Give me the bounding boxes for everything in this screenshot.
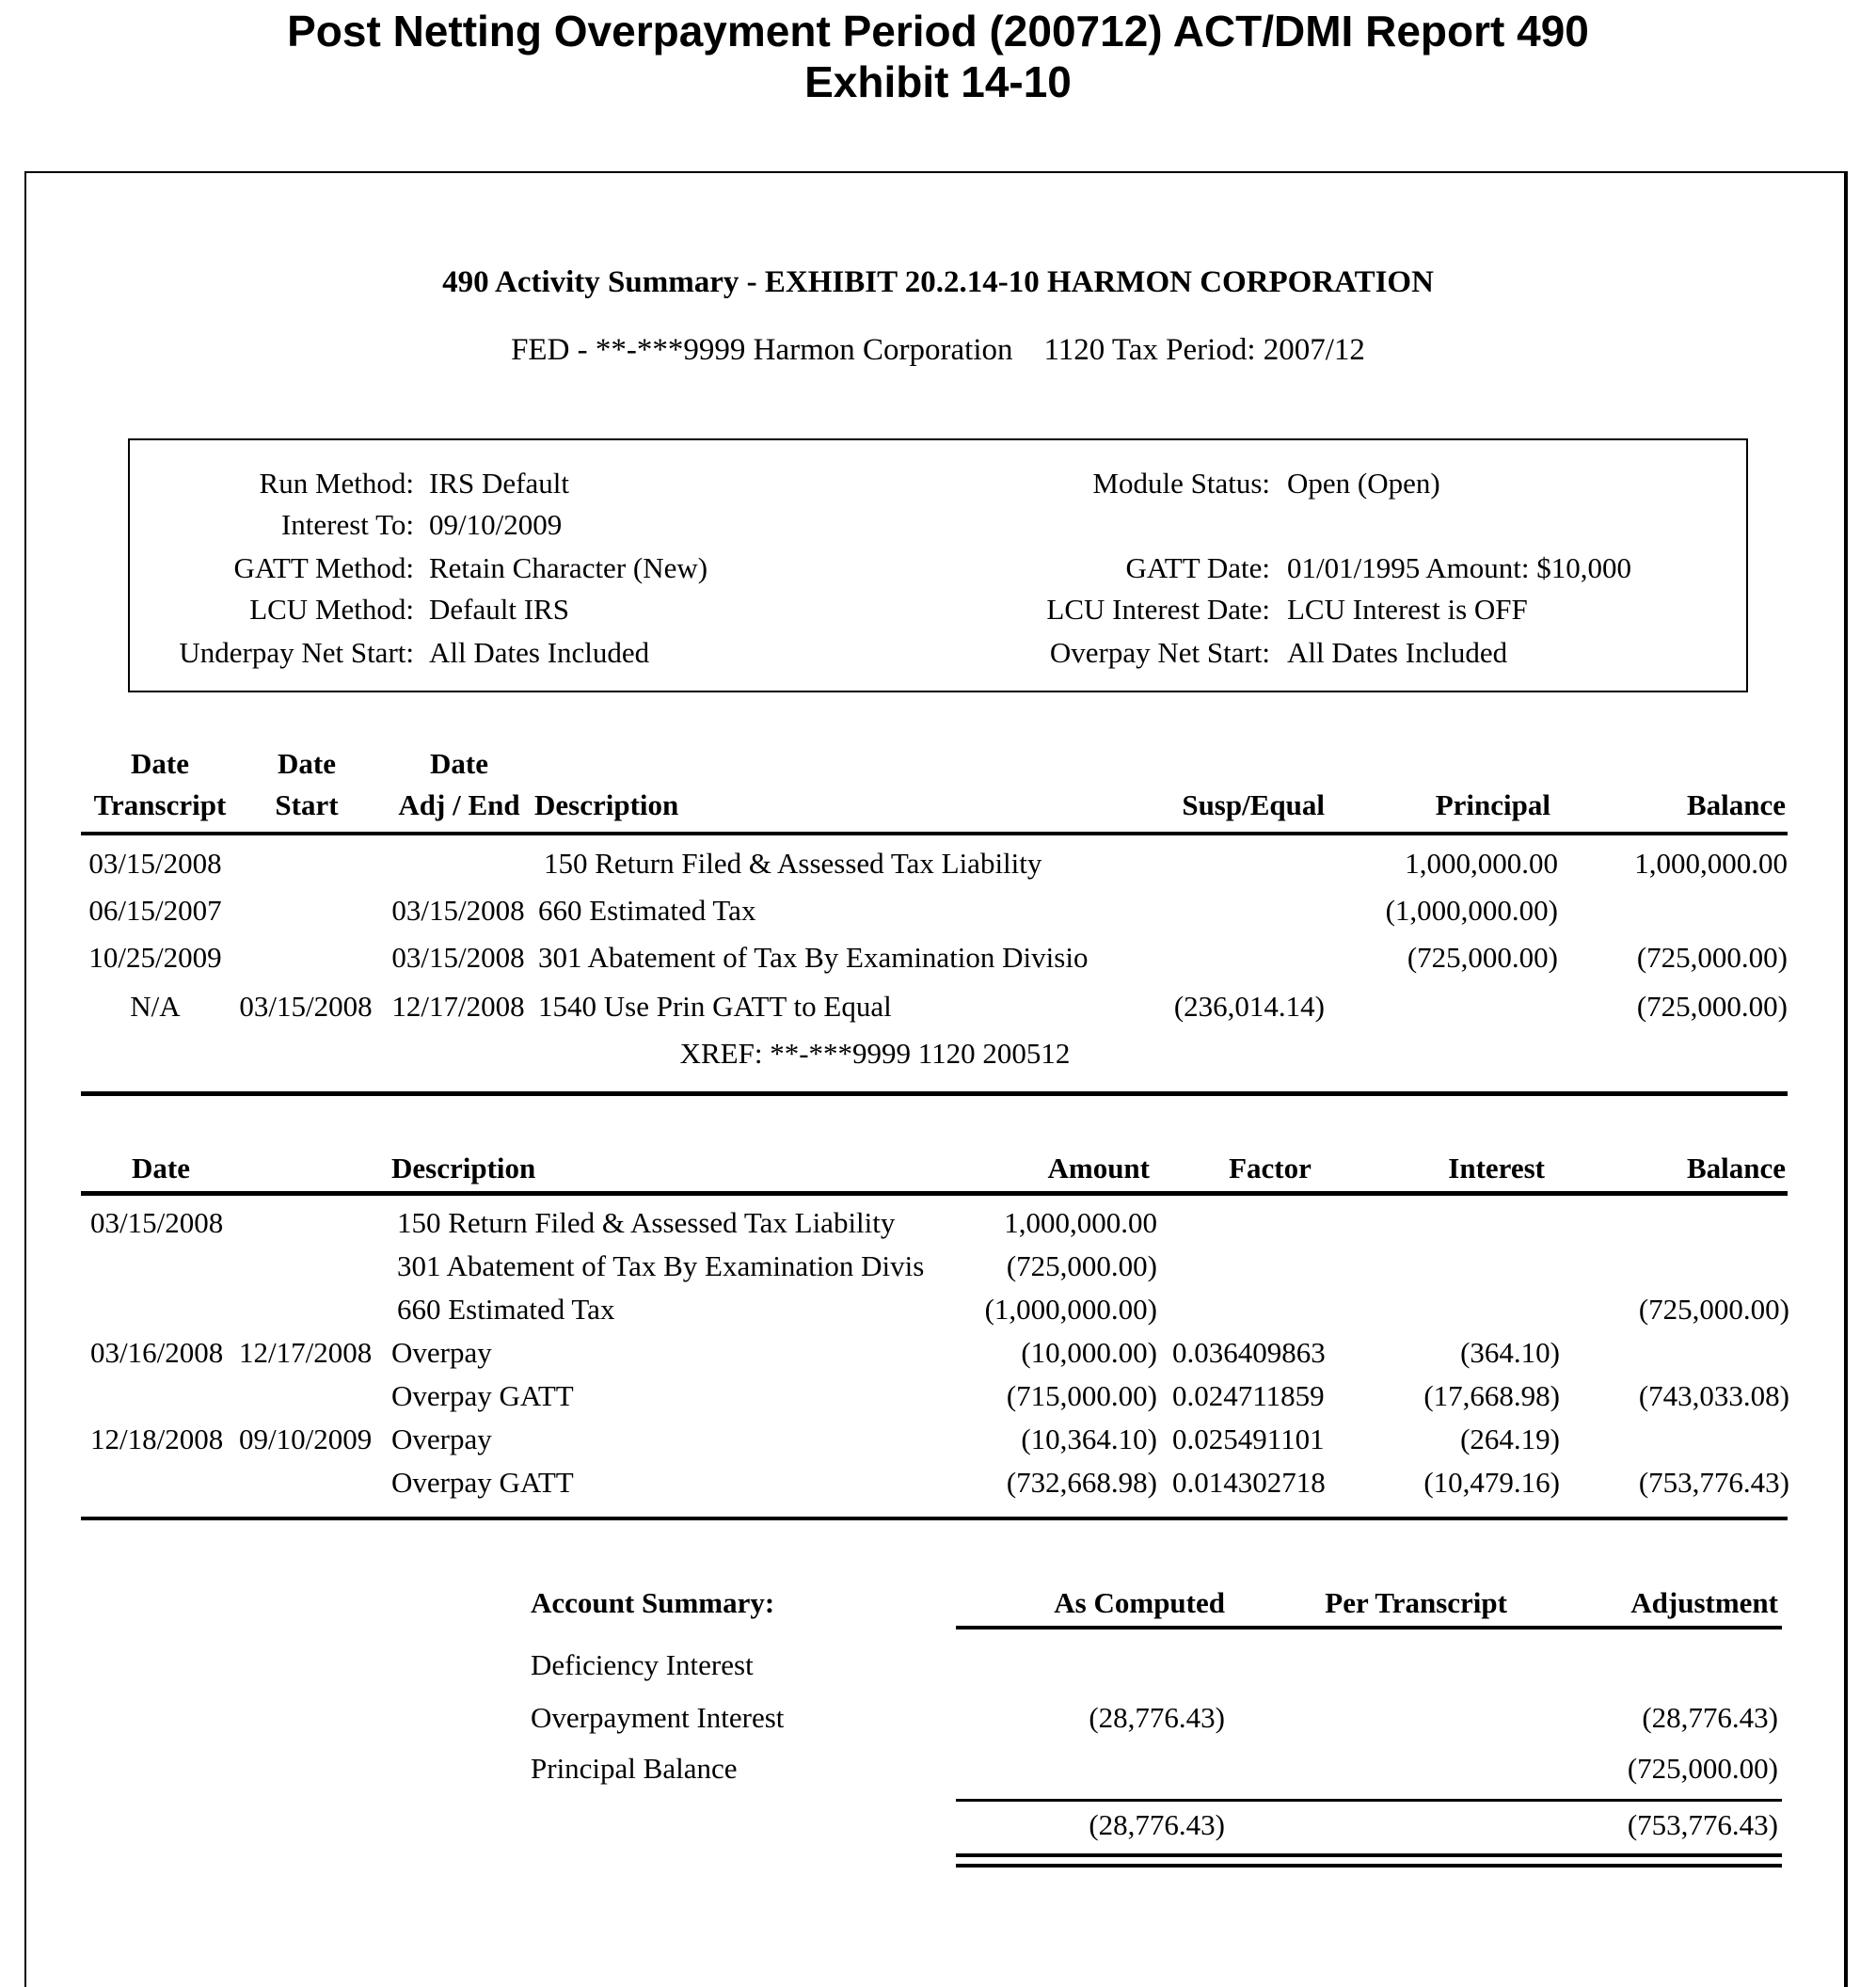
cell-interest: (10,479.16) <box>1423 1466 1560 1499</box>
cell-date-from: 03/16/2008 <box>90 1336 224 1369</box>
transactions-end-rule <box>81 1091 1788 1096</box>
cell-principal: 1,000,000.00 <box>1405 847 1558 880</box>
cell-amount: (725,000.00) <box>1006 1249 1157 1282</box>
total-adjustment: (753,776.43) <box>1627 1808 1778 1841</box>
cell-date-transcript: 03/15/2008 <box>88 847 222 880</box>
col-description: Description <box>534 788 679 821</box>
setting-label: Run Method: <box>259 467 414 500</box>
cell-description: Overpay GATT <box>391 1379 574 1412</box>
cell-date-from: 12/18/2008 <box>90 1423 224 1455</box>
setting-label: GATT Date: <box>1125 551 1270 584</box>
setting-value: Open (Open) <box>1287 467 1440 500</box>
cell-amount: 1,000,000.00 <box>1004 1206 1157 1239</box>
col-as-computed: As Computed <box>1054 1586 1225 1619</box>
col-principal: Principal <box>1435 788 1550 821</box>
interest-end-rule <box>81 1517 1788 1520</box>
col-amount: Amount <box>1047 1152 1150 1184</box>
col-date: Date <box>132 1152 190 1184</box>
cell-description: 660 Estimated Tax <box>538 894 756 927</box>
cell-date-from: 03/15/2008 <box>90 1206 224 1239</box>
col-interest: Interest <box>1448 1152 1545 1184</box>
col-date-start-2: Start <box>275 788 339 821</box>
setting-label: Interest To: <box>280 508 414 541</box>
cell-description: Overpay GATT <box>391 1466 574 1499</box>
cell-date-transcript: 10/25/2009 <box>88 941 222 974</box>
setting-value: Retain Character (New) <box>429 551 708 584</box>
cell-factor: 0.025491101 <box>1172 1423 1325 1455</box>
cell-date-transcript: N/A <box>130 990 181 1023</box>
cell-amount: (1,000,000.00) <box>984 1293 1157 1326</box>
cell-interest: (364.10) <box>1460 1336 1560 1369</box>
setting-value: All Dates Included <box>1287 636 1508 669</box>
col-date-transcript-1: Date <box>131 747 189 780</box>
cell-amount: (10,000.00) <box>1021 1336 1157 1369</box>
cell-date-adj: 12/17/2008 <box>391 990 525 1023</box>
cell-balance: (725,000.00) <box>1638 1293 1789 1326</box>
setting-label: Overpay Net Start: <box>1049 636 1270 669</box>
summary-total-rule <box>956 1799 1782 1802</box>
cell-balance: (725,000.00) <box>1636 941 1788 974</box>
setting-value: 01/01/1995 Amount: $10,000 <box>1287 551 1631 584</box>
cell-amount: (732,668.98) <box>1006 1466 1157 1499</box>
setting-value: All Dates Included <box>429 636 650 669</box>
cell-interest: (17,668.98) <box>1423 1379 1560 1412</box>
cell-factor: 0.024711859 <box>1172 1379 1325 1412</box>
cell-interest: (264.19) <box>1460 1423 1560 1455</box>
page-title-line1: Post Netting Overpayment Period (200712) ACT/DMI Report 490 <box>287 7 1589 56</box>
col-date-transcript-2: Transcript <box>93 788 227 821</box>
col-susp-equal: Susp/Equal <box>1182 788 1325 821</box>
col-balance: Balance <box>1686 1152 1786 1184</box>
total-as-computed: (28,776.43) <box>1089 1808 1225 1841</box>
summary-adjustment: (28,776.43) <box>1642 1701 1778 1734</box>
account-summary-title: Account Summary: <box>531 1586 775 1619</box>
cell-balance: (753,776.43) <box>1638 1466 1789 1499</box>
setting-value: IRS Default <box>429 467 569 500</box>
cell-description: Overpay <box>391 1336 492 1369</box>
cell-balance: (725,000.00) <box>1636 990 1788 1023</box>
setting-label: GATT Method: <box>233 551 414 584</box>
setting-value: 09/10/2009 <box>429 508 563 541</box>
cell-description: 660 Estimated Tax <box>397 1293 615 1326</box>
cell-balance: 1,000,000.00 <box>1634 847 1788 880</box>
col-per-transcript: Per Transcript <box>1325 1586 1507 1619</box>
summary-as-computed: (28,776.43) <box>1089 1701 1225 1734</box>
report-subtitle: FED - **-***9999 Harmon Corporation 1120 Tax Period: 2007/12 <box>511 333 1365 367</box>
setting-label: LCU Interest Date: <box>1046 593 1270 626</box>
cell-description: Overpay <box>391 1423 492 1455</box>
cell-date-adj: 03/15/2008 <box>391 941 525 974</box>
interest-header-rule <box>81 1191 1788 1196</box>
summary-label: Principal Balance <box>531 1752 738 1785</box>
cell-principal: (725,000.00) <box>1407 941 1558 974</box>
cell-date-transcript: 06/15/2007 <box>88 894 222 927</box>
cell-amount: (715,000.00) <box>1006 1379 1157 1412</box>
page-title-line2: Exhibit 14-10 <box>804 57 1072 106</box>
summary-header-rule <box>956 1626 1782 1629</box>
col-date-adj-1: Date <box>430 747 488 780</box>
transactions-header-rule <box>81 832 1788 835</box>
summary-label: Overpayment Interest <box>531 1701 785 1734</box>
cell-balance: (743,033.08) <box>1638 1379 1789 1412</box>
col-date-start-1: Date <box>278 747 336 780</box>
setting-label: Module Status: <box>1092 467 1270 500</box>
cell-susp-equal: (236,014.14) <box>1173 990 1325 1023</box>
page-title <box>0 6 1876 107</box>
cell-factor: 0.014302718 <box>1172 1466 1326 1499</box>
summary-label: Deficiency Interest <box>531 1648 754 1681</box>
cell-amount: (10,364.10) <box>1021 1423 1157 1455</box>
col-description: Description <box>391 1152 536 1184</box>
setting-label: LCU Method: <box>249 593 414 626</box>
cell-description: 1540 Use Prin GATT to Equal <box>538 990 892 1023</box>
col-date-adj-2: Adj / End <box>398 788 520 821</box>
report-title: 490 Activity Summary - EXHIBIT 20.2.14-10 HARMON CORPORATION <box>442 265 1434 299</box>
cell-factor: 0.036409863 <box>1172 1336 1326 1369</box>
col-balance: Balance <box>1686 788 1786 821</box>
cell-date-adj: 03/15/2008 <box>391 894 525 927</box>
cell-date-start: 03/15/2008 <box>239 990 373 1023</box>
cell-date-to: 09/10/2009 <box>239 1423 373 1455</box>
setting-value: LCU Interest is OFF <box>1287 593 1528 626</box>
cell-date-to: 12/17/2008 <box>239 1336 373 1369</box>
xref-line: XREF: **-***9999 1120 200512 <box>679 1037 1071 1070</box>
col-factor: Factor <box>1229 1152 1312 1184</box>
col-adjustment: Adjustment <box>1630 1586 1778 1619</box>
summary-adjustment: (725,000.00) <box>1627 1752 1778 1785</box>
setting-label: Underpay Net Start: <box>179 636 414 669</box>
cell-description: 150 Return Filed & Assessed Tax Liability <box>544 847 1042 880</box>
cell-principal: (1,000,000.00) <box>1385 894 1558 927</box>
setting-value: Default IRS <box>429 593 569 626</box>
summary-double-rule-2 <box>956 1864 1782 1868</box>
summary-double-rule-1 <box>956 1853 1782 1857</box>
cell-description: 301 Abatement of Tax By Examination Divis <box>397 1249 925 1282</box>
cell-description: 150 Return Filed & Assessed Tax Liability <box>397 1206 896 1239</box>
cell-description: 301 Abatement of Tax By Examination Divisio <box>538 941 1089 974</box>
